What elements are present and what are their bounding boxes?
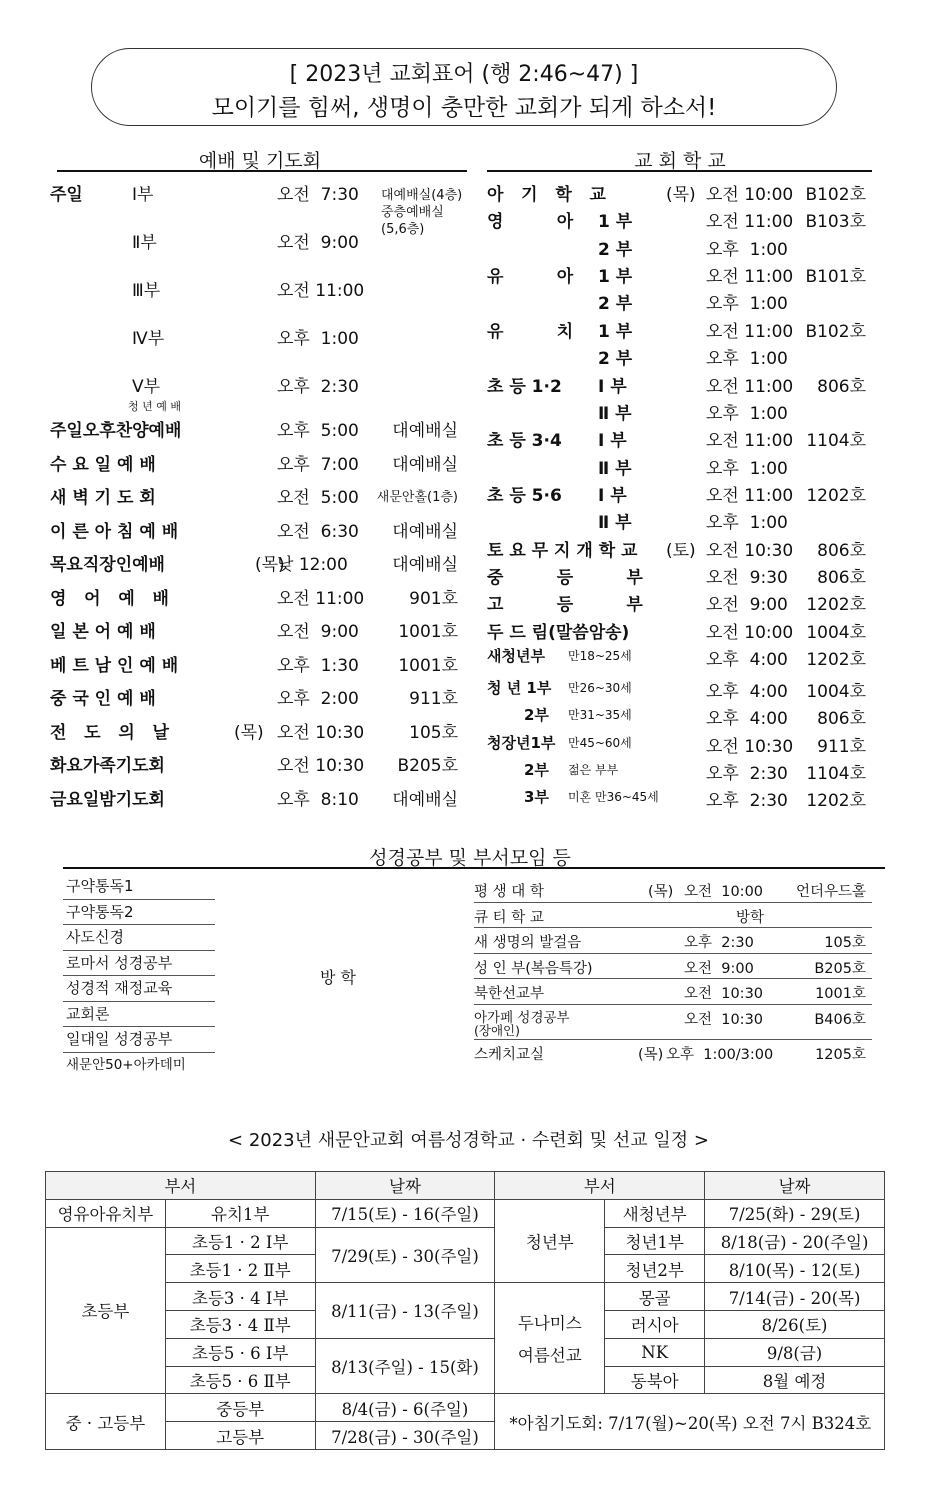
service-time: 오후 5:00 <box>277 421 359 441</box>
study-row <box>474 979 872 1005</box>
service-part: Ⅰ부 <box>132 185 154 205</box>
sub-dept-cell: 초등1 · 2 Ⅰ부 <box>165 1227 315 1255</box>
school-place: 1202호 <box>806 791 866 811</box>
school-age: 미혼 만36~45세 <box>568 790 659 804</box>
school-time: 오전 10:00 <box>706 623 794 643</box>
study-item: 새문안50+아카데미 <box>66 1056 186 1073</box>
school-place: 806호 <box>817 377 866 397</box>
study-row <box>474 928 872 954</box>
sunday-label: 주일 <box>50 185 83 205</box>
study-time: 오후 1:00/3:00 <box>666 1046 774 1063</box>
school-day: (토) <box>666 541 696 561</box>
school-row <box>0 235 880 265</box>
header-date: 날짜 <box>315 1172 495 1200</box>
bible-left-list <box>63 874 215 1077</box>
motto-banner <box>91 48 837 126</box>
service-time: 낮 12:00 <box>277 555 348 575</box>
date-cell: 8/13(주일) - 15(화) <box>315 1338 495 1394</box>
table-row <box>46 1227 885 1255</box>
service-place: 새문안홀(1층) <box>376 490 458 505</box>
service-time: 오전 6:30 <box>277 521 359 542</box>
sub-dept-cell: 새청년부 <box>605 1199 705 1227</box>
service-time: 오후 2:30 <box>277 377 359 397</box>
school-part: Ⅰ 부 <box>598 377 627 397</box>
school-row <box>0 262 880 292</box>
table-row <box>46 1283 885 1311</box>
service-place: 105호 <box>409 722 458 743</box>
service-place: 1001호 <box>398 655 458 676</box>
school-place: 806호 <box>817 541 866 561</box>
sub-dept-cell: 초등5 · 6 Ⅱ부 <box>165 1366 315 1394</box>
study-place: 1001호 <box>815 986 866 1002</box>
service-part: Ⅲ부 <box>132 281 161 301</box>
date-cell: 7/15(토) - 16(주일) <box>315 1199 495 1227</box>
school-place: 1202호 <box>806 650 866 670</box>
school-time: 오전 11:00 <box>706 267 794 287</box>
school-row <box>0 508 880 538</box>
school-time: 오후 4:00 <box>706 650 788 670</box>
school-place: B103호 <box>805 212 866 232</box>
study-name: 큐 티 학 교 <box>474 909 544 926</box>
sub-dept-cell: 청년1부 <box>605 1227 705 1255</box>
study-item: 성경적 재정교육 <box>63 976 215 1002</box>
school-row <box>0 677 880 707</box>
header-dept: 부서 <box>46 1172 316 1200</box>
study-time: 방학 <box>736 909 765 926</box>
school-time: 오후 4:00 <box>706 709 788 729</box>
school-row <box>0 344 880 374</box>
study-item: 로마서 성경공부 <box>63 951 215 977</box>
school-age: 만31~35세 <box>568 708 632 722</box>
school-dept-name: 유 치 <box>487 322 574 342</box>
school-dept-name: 새청년부 <box>487 647 545 665</box>
school-row <box>0 317 880 347</box>
study-name: 스케치교실 <box>474 1046 545 1063</box>
study-time: 오전 9:00 <box>684 960 754 977</box>
sub-dept-cell: 초등3 · 4 Ⅱ부 <box>165 1310 315 1338</box>
study-name: 북한선교부 <box>474 986 545 1002</box>
school-row <box>0 590 880 620</box>
school-row <box>0 180 880 210</box>
school-age: 만26~30세 <box>568 681 632 695</box>
service-place: 대예배실 <box>392 454 458 475</box>
study-item: 일대일 성경공부 <box>63 1027 215 1053</box>
sub-dept-cell: 고등부 <box>165 1422 315 1450</box>
sub-dept-cell: 초등1 · 2 Ⅱ부 <box>165 1255 315 1283</box>
study-row <box>474 903 872 929</box>
date-cell: 8/4(금) - 6(주일) <box>315 1394 495 1422</box>
dept-cell: 영유아유치부 <box>46 1199 166 1227</box>
school-place: B102호 <box>805 185 866 205</box>
table-row <box>46 1199 885 1227</box>
school-place: B102호 <box>805 322 866 342</box>
service-name: 베 트 남 인 예 배 <box>50 655 179 676</box>
school-row <box>0 759 880 789</box>
service-time: 오후 2:00 <box>277 689 359 709</box>
sub-dept-cell: 청년2부 <box>605 1255 705 1283</box>
school-dept-name: 2부 <box>524 761 549 779</box>
study-place: 언더우드홀 <box>795 884 866 900</box>
dept-cell <box>495 1283 605 1394</box>
school-part: Ⅱ 부 <box>598 404 632 424</box>
dept-cell: 초등부 <box>46 1227 166 1394</box>
sub-dept-cell: 초등5 · 6 Ⅰ부 <box>165 1338 315 1366</box>
study-row <box>474 877 872 903</box>
school-time: 오전 9:30 <box>706 568 788 588</box>
school-dept-name: 유 아 <box>487 267 574 287</box>
school-part: 1 부 <box>598 267 633 287</box>
service-name: 일 본 어 예 배 <box>50 622 156 642</box>
worship-rule <box>57 170 467 172</box>
study-time: 오전 10:30 <box>684 986 764 1002</box>
service-time: 오후 1:30 <box>277 655 359 676</box>
school-dept-name: 두 드 림(말씀암송) <box>487 623 630 643</box>
service-place: B205호 <box>397 756 458 776</box>
service-name: 금요일밤기도회 <box>50 789 165 810</box>
school-time: 오후 1:00 <box>706 513 788 533</box>
study-row <box>474 1005 872 1040</box>
school-row <box>0 426 880 456</box>
school-part: 1 부 <box>598 212 633 232</box>
study-place: B205호 <box>814 960 866 977</box>
service-time: 오전 9:00 <box>277 233 359 253</box>
date-cell: 7/29(토) - 30(주일) <box>315 1227 495 1283</box>
dept-cell: 중 · 고등부 <box>46 1394 166 1450</box>
morning-prayer-note: *아침기도회: 7/17(월)~20(목) 오전 7시 B324호 <box>495 1394 885 1450</box>
sub-dept-cell: NK <box>605 1338 705 1366</box>
school-place: 1202호 <box>806 486 866 506</box>
study-item: 구약통독1 <box>63 874 215 900</box>
service-time: 오후 7:00 <box>277 454 359 475</box>
school-row <box>0 454 880 484</box>
school-time: 오전 10:00 <box>706 185 794 205</box>
service-time: 오전 11:00 <box>277 281 365 301</box>
school-place: 1104호 <box>806 764 866 784</box>
school-time: 오후 2:30 <box>706 764 788 784</box>
school-row <box>0 289 880 319</box>
schedule-table <box>45 1171 885 1450</box>
school-place: 1202호 <box>806 595 866 615</box>
service-time: 오전 7:30 <box>277 185 359 205</box>
sub-dept-cell: 초등3 · 4 Ⅰ부 <box>165 1283 315 1311</box>
service-place: 1001호 <box>398 622 458 642</box>
school-row <box>0 704 880 734</box>
service-time: 오전 9:00 <box>277 622 359 642</box>
study-row <box>474 954 872 980</box>
study-name: 평 생 대 학 <box>474 884 544 900</box>
school-time: 오전 9:00 <box>706 595 788 615</box>
motto-text: 모이기를 힘써, 생명이 충만한 교회가 되게 하소서! <box>211 95 717 121</box>
service-name: 영 어 예 배 <box>50 588 169 609</box>
sunday-place: (5,6층) <box>381 222 425 237</box>
school-time: 오후 1:00 <box>706 240 788 260</box>
study-time: 오후 2:30 <box>684 935 754 951</box>
school-row <box>0 207 880 237</box>
dept-cell: 청년부 <box>495 1199 605 1282</box>
table-header-row <box>46 1172 885 1200</box>
school-part: Ⅰ 부 <box>598 486 627 506</box>
school-time: 오전 11:00 <box>706 212 794 232</box>
service-day: (목) <box>234 722 264 743</box>
sub-dept-cell: 러시아 <box>605 1310 705 1338</box>
service-place: 대예배실 <box>392 521 458 542</box>
study-item: 구약통독2 <box>63 900 215 926</box>
school-place: B101호 <box>805 267 866 287</box>
school-row <box>0 732 880 762</box>
school-dept-name: 영 아 <box>487 212 574 232</box>
school-dept-name: 초 등 5·6 <box>487 486 562 506</box>
table-row <box>46 1394 885 1422</box>
school-age: 젊은 부부 <box>568 763 619 777</box>
date-cell: 8/26(토) <box>705 1310 885 1338</box>
service-name: 화요가족기도회 <box>50 756 165 776</box>
school-time: 오후 1:00 <box>706 459 788 479</box>
school-time: 오후 1:00 <box>706 404 788 424</box>
school-row <box>0 372 880 402</box>
table-row <box>46 1338 885 1366</box>
bible-right-list <box>474 877 872 1064</box>
school-time: 오전 11:00 <box>706 377 794 397</box>
study-place: B406호 <box>814 1011 866 1028</box>
header-dept-2: 부서 <box>495 1172 705 1200</box>
service-part: Ⅴ부 <box>132 377 161 397</box>
school-time: 오전 11:00 <box>706 431 794 451</box>
school-rule <box>487 170 872 172</box>
school-row <box>0 645 880 675</box>
school-part: 1 부 <box>598 322 633 342</box>
service-place: 대예배실 <box>392 789 458 810</box>
school-dept-name: 중 등 부 <box>487 568 643 588</box>
school-part: 2 부 <box>598 349 633 369</box>
date-cell: 8월 예정 <box>705 1366 885 1394</box>
date-cell: 9/8(금) <box>705 1338 885 1366</box>
school-dept-name: 아 기 학 교 <box>487 185 606 205</box>
vacation-note: 방 학 <box>320 968 356 987</box>
study-time: 오전 10:00 <box>684 884 764 900</box>
school-age: 만45~60세 <box>568 736 632 750</box>
service-name: 중 국 인 예 배 <box>50 689 156 709</box>
school-time: 오전 10:30 <box>706 737 794 757</box>
school-part: 2 부 <box>598 240 633 260</box>
school-age: 만18~25세 <box>568 649 632 663</box>
service-name: 수 요 일 예 배 <box>50 454 156 475</box>
study-day: (목) <box>648 884 674 900</box>
motto-title: [ 2023년 교회표어 (행 2:46~47) ] <box>289 62 639 87</box>
bible-rule <box>63 867 885 869</box>
school-place: 806호 <box>817 709 866 729</box>
date-cell: 7/25(화) - 29(토) <box>705 1199 885 1227</box>
sunday-place: 대예배실(4층) <box>381 188 463 203</box>
school-title: 교 회 학 교 <box>634 150 726 172</box>
study-place: 1205호 <box>815 1046 866 1063</box>
study-item: 교회론 <box>63 1002 215 1028</box>
service-name: 새 벽 기 도 회 <box>50 488 156 508</box>
service-place: 911호 <box>409 689 458 709</box>
school-dept-name: 초 등 1·2 <box>487 377 562 397</box>
service-time: 오전 11:00 <box>277 588 365 609</box>
date-cell: 7/28(금) - 30(주일) <box>315 1422 495 1450</box>
service-name: 목요직장인예배 <box>50 555 165 575</box>
service-part: Ⅳ부 <box>132 329 165 349</box>
service-name: 이 른 아 침 예 배 <box>50 521 179 542</box>
sub-dept-cell: 유치1부 <box>165 1199 315 1227</box>
school-part: Ⅱ 부 <box>598 459 632 479</box>
service-name: 전 도 의 날 <box>50 722 169 743</box>
service-time: 오전 10:30 <box>277 722 365 743</box>
service-part: Ⅱ부 <box>132 233 157 253</box>
service-place: 대예배실 <box>392 555 458 575</box>
service-time: 오후 8:10 <box>277 789 359 810</box>
school-place: 911호 <box>817 737 866 757</box>
study-item: 사도신경 <box>63 925 215 951</box>
date-cell: 7/14(금) - 20(목) <box>705 1283 885 1311</box>
school-dept-name: 2부 <box>524 706 549 724</box>
worship-title: 예배 및 기도회 <box>198 150 322 172</box>
study-row <box>474 1040 872 1065</box>
school-row <box>0 618 880 648</box>
school-row <box>0 399 880 429</box>
school-row <box>0 786 880 816</box>
school-dept-name: 청장년1부 <box>487 734 556 752</box>
school-part: Ⅱ 부 <box>598 513 632 533</box>
school-time: 오전 11:00 <box>706 322 794 342</box>
study-day: (목) <box>638 1046 664 1063</box>
date-cell: 8/10(목) - 12(토) <box>705 1255 885 1283</box>
school-time: 오전 10:30 <box>706 541 794 561</box>
study-name-sub: (장애인) <box>474 1022 520 1038</box>
service-time: 오전 5:00 <box>277 488 359 508</box>
school-row <box>0 481 880 511</box>
school-place: 1104호 <box>806 431 866 451</box>
mission-label: 여름선교 <box>517 1346 582 1366</box>
bible-title: 성경공부 및 부서모임 등 <box>369 847 571 869</box>
school-part: 2 부 <box>598 294 633 314</box>
dunamis-label: 두나미스 <box>517 1314 582 1334</box>
study-name: 아가페 성경공부 <box>474 1009 570 1026</box>
sunday-place: 중층예배실 <box>381 205 444 220</box>
date-cell: 8/11(금) - 13(주일) <box>315 1283 495 1339</box>
service-day: (목) <box>255 555 285 575</box>
school-dept-name: 토 요 무 지 개 학 교 <box>487 541 638 561</box>
school-time: 오후 1:00 <box>706 349 788 369</box>
school-part: Ⅰ 부 <box>598 431 627 451</box>
school-day: (목) <box>666 185 696 205</box>
school-row <box>0 563 880 593</box>
date-cell: 8/18(금) - 20(주일) <box>705 1227 885 1255</box>
school-time: 오후 2:30 <box>706 791 788 811</box>
study-name: 새 생명의 발걸음 <box>474 935 582 951</box>
header-date-2: 날짜 <box>705 1172 885 1200</box>
sub-dept-cell: 동북아 <box>605 1366 705 1394</box>
school-dept-name: 고 등 부 <box>487 595 643 615</box>
school-time: 오후 1:00 <box>706 294 788 314</box>
youth-service-note: 청 년 예 배 <box>128 400 181 413</box>
school-place: 1004호 <box>806 623 866 643</box>
service-time: 오후 1:00 <box>277 329 359 349</box>
sub-dept-cell: 몽골 <box>605 1283 705 1311</box>
sub-dept-cell: 중등부 <box>165 1394 315 1422</box>
study-name: 성 인 부(복음특강) <box>474 960 593 977</box>
service-place: 901호 <box>409 588 458 609</box>
schedule-title: < 2023년 새문안교회 여름성경학교 · 수련회 및 선교 일정 > <box>228 1130 709 1151</box>
school-time: 오후 4:00 <box>706 682 788 702</box>
school-row <box>0 536 880 566</box>
service-name: 주일오후찬양예배 <box>50 421 182 441</box>
school-dept-name: 청 년 1부 <box>487 679 552 697</box>
school-place: 806호 <box>817 568 866 588</box>
service-time: 오전 10:30 <box>277 756 365 776</box>
service-place: 대예배실 <box>392 421 458 441</box>
school-dept-name: 3부 <box>524 788 549 806</box>
school-dept-name: 초 등 3·4 <box>487 431 562 451</box>
study-place: 105호 <box>824 935 866 951</box>
school-time: 오전 11:00 <box>706 486 794 506</box>
study-time: 오전 10:30 <box>684 1011 764 1028</box>
school-place: 1004호 <box>806 682 866 702</box>
